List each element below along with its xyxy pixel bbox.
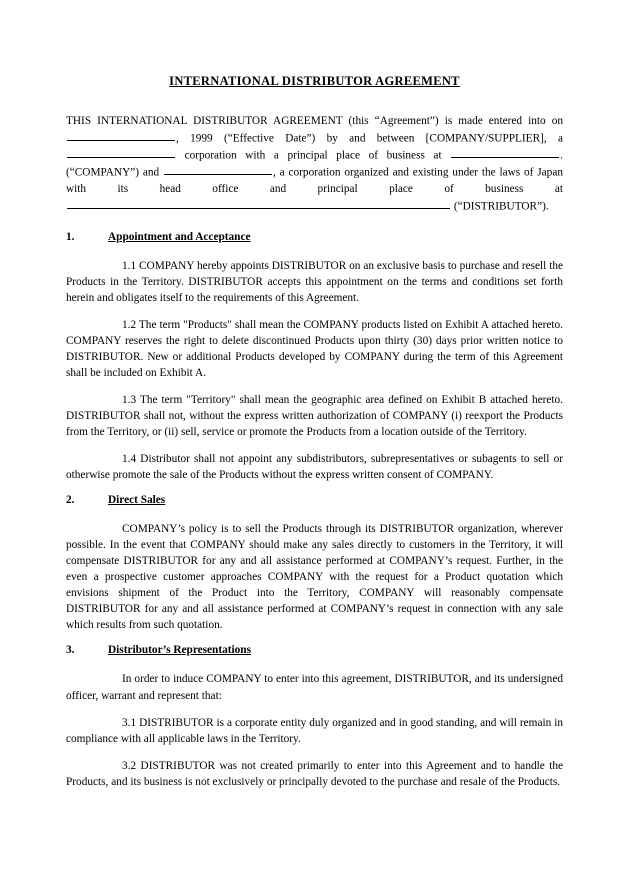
preamble-text-3: corporation with a principal place of business at bbox=[184, 149, 442, 162]
preamble-paragraph bbox=[66, 113, 563, 215]
paragraph-3-2: 3.2 DISTRIBUTOR was not created primarily to enter into this Agreement and to handle the Products, and its business is not exclusively or principally devoted to the purchase and resale of the Products. bbox=[66, 759, 563, 788]
section-number-3: 3. bbox=[66, 644, 75, 657]
section-heading-3 bbox=[66, 644, 563, 656]
paragraph-3-1: 3.1 DISTRIBUTOR is a corporate entity duly organized and in good standing, and will remain in compliance with all applicable laws in the Territory. bbox=[66, 716, 563, 745]
paragraph-1-3: 1.3 The term "Territory" shall mean the geographic area defined on Exhibit B attached hereto. DISTRIBUTOR shall not, without the express written authorization of COMPANY (i) reexport the Products from the Territory, or (ii) sell, service or promote the Products from a location outside of the Territory. bbox=[66, 394, 563, 439]
page-title: INTERNATIONAL DISTRIBUTOR AGREEMENT bbox=[169, 74, 460, 88]
distributor-name-blank bbox=[164, 164, 272, 175]
section-number-1: 1. bbox=[66, 230, 75, 243]
section-title-2: Direct Sales bbox=[108, 494, 166, 507]
paragraph-3-intro: In order to induce COMPANY to enter into this agreement, DISTRIBUTOR, and its undersigned officer, warrant and represent that: bbox=[66, 673, 563, 702]
distributor-address-blank bbox=[67, 198, 450, 209]
effective-date-blank bbox=[67, 130, 175, 141]
company-address-blank bbox=[451, 147, 559, 158]
paragraph-1-2: 1.2 The term "Products" shall mean the COMPANY products listed on Exhibit A attached hereto. COMPANY reserves the right to delete discontinued Products upon thirty (30) days prior written notice to DISTRIBUTOR. New or additional Products developed by COMPANY during the term of this Agreement shall be included on Exhibit A. bbox=[66, 318, 563, 380]
section-number-2: 2. bbox=[66, 494, 75, 507]
section-heading-2 bbox=[66, 494, 563, 506]
preamble-text-5: , a corporation organized and existing under the laws of Japan with its head office and principal place of business at bbox=[66, 166, 563, 196]
section-heading-1 bbox=[66, 231, 563, 243]
paragraph-1-4: 1.4 Distributor shall not appoint any subdistributors, subrepresentatives or subagents to sell or otherwise promote the sale of the Products without the express written consent of COMPANY. bbox=[66, 453, 563, 482]
section-title-1: Appointment and Acceptance bbox=[108, 230, 251, 243]
preamble-text-4: . (“COMPANY”) and bbox=[66, 149, 563, 179]
preamble-text-6: (“DISTRIBUTOR”). bbox=[453, 200, 549, 213]
paragraph-1-1: 1.1 COMPANY hereby appoints DISTRIBUTOR on an exclusive basis to purchase and resell the Products in the Territory. DISTRIBUTOR accepts this appointment on the terms and conditions set forth herein and obligates itself to the requirements of this Agreement. bbox=[66, 259, 563, 304]
section-title-3: Distributor’s Representations bbox=[108, 644, 251, 657]
preamble-text-1: THIS INTERNATIONAL DISTRIBUTOR AGREEMENT (this “Agreement”) is made entered into on bbox=[66, 115, 563, 127]
paragraph-2-1: COMPANY’s policy is to sell the Products through its DISTRIBUTOR organization, wherever possible. In the event that COMPANY should make any sales directly to customers in the Territory, it will compensate DISTRIBUTOR for any and all assistance performed at COMPANY’s request. Further, in the even a prospective customer approaches COMPANY with the request for a Product quotation which envisions shipment of the Product into the Territory, COMPANY will reasonably compensate DISTRIBUTOR for any and all assistance performed at COMPANY’s request in connection with any sale which results from such quotation. bbox=[66, 523, 563, 632]
preamble-text-2: , 1999 (“Effective Date”) by and between [COMPANY/SUPPLIER], a bbox=[176, 132, 563, 145]
company-state-blank bbox=[67, 147, 175, 158]
